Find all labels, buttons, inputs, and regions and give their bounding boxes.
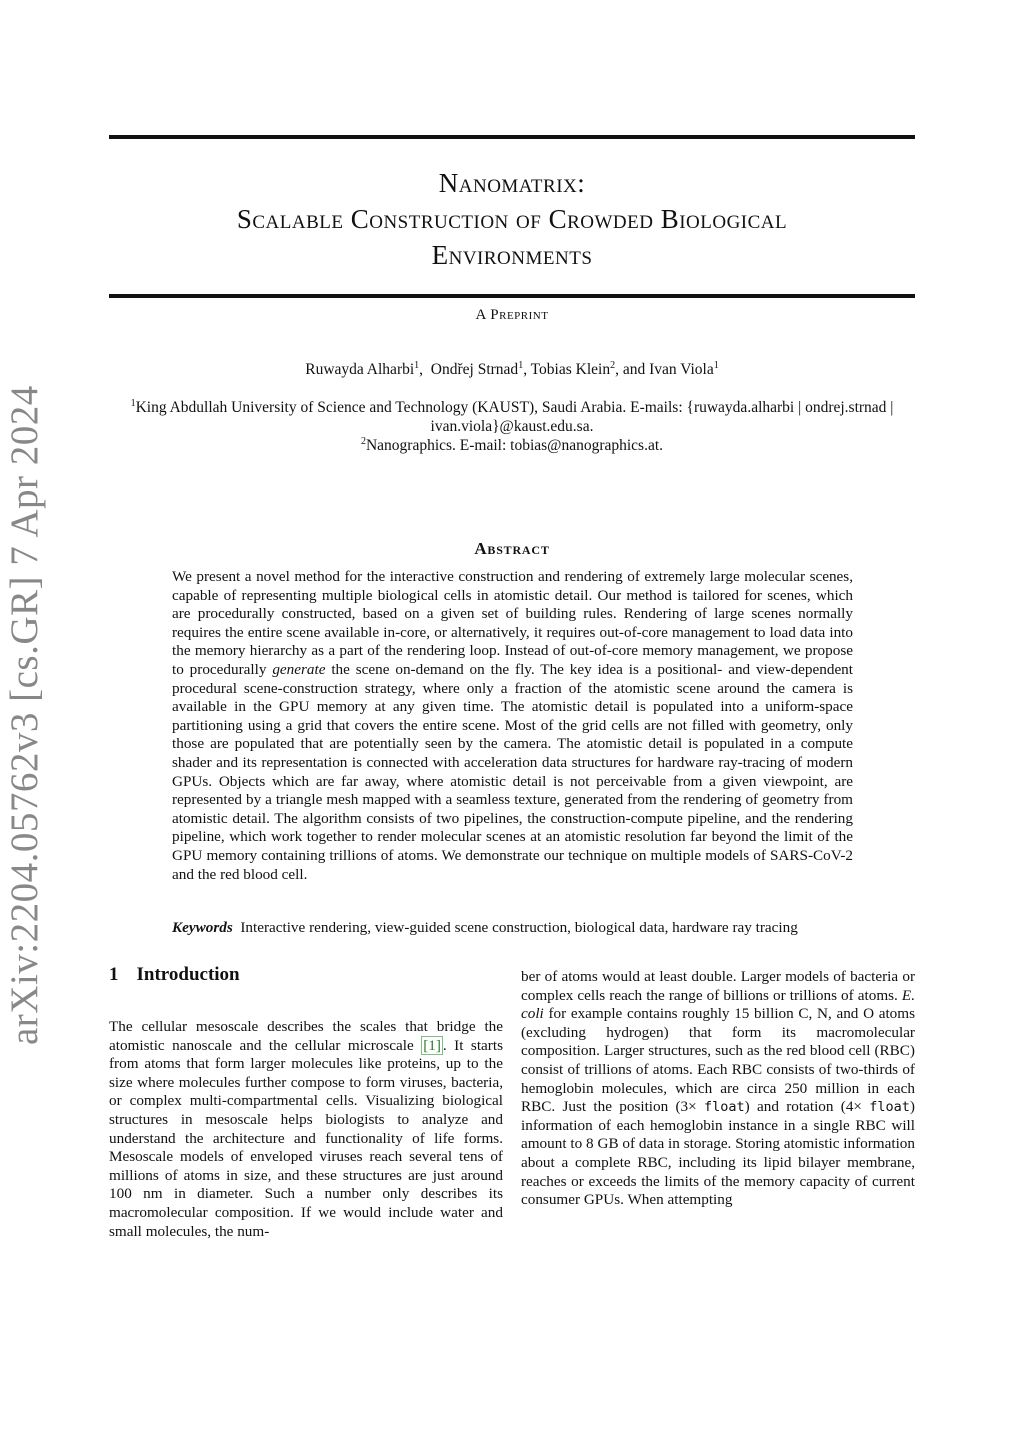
species-emphasis: E. coli xyxy=(521,986,915,1023)
author-2-affil: 1 xyxy=(518,359,524,371)
abstract-body: We present a novel method for the interactive construction and rendering of extremely large molecular scenes, capable of representing multiple biological cells in atomistic detail. Our method is tailored for scenes, which are procedurally constructed, based on a given set of building rules. Rendering of large scenes normally requires the entire scene available in-core, or alternatively, it requires out-of-core management to load data into the memory hierarchy as a part of the rendering loop. Instead of out-of-core memory management, we propose to procedurally generate the scene on-demand on the fly. The key idea is a positional- and view-dependent procedural scene-construction strategy, where only a fraction of the atomistic scene around the camera is available in the GPU memory at any given time. The atomistic detail is populated into a uniform-space partitioning using a grid that covers the entire scene. Most of the grid cells are not filled with geometry, only those are populated that are potentially seen by the camera. The atomistic detail is populated in a compute shader and its representation is connected with acceleration data structures for hardware ray-tracing of modern GPUs. Objects which are far away, where atomistic detail is not perceivable from a given viewpoint, are represented by a triangle mesh mapped with a seamless texture, generated from the rendering of geometry from atomistic detail. The algorithm consists of two pipelines, the construction-compute pipeline, and the rendering pipeline, which work together to render molecular scenes at an atomistic resolution far beyond the limit of the GPU memory containing trillions of atoms. We demonstrate our technique on multiple models of SARS-CoV-2 and the red blood cell. xyxy=(172,568,854,883)
title-rule xyxy=(109,294,915,298)
code-float-1: float xyxy=(704,1099,745,1116)
keywords xyxy=(172,919,853,938)
author-4: and Ivan Viola xyxy=(622,361,714,378)
intro-left-column: The cellular mesoscale describes the scales that bridge the atomistic nanoscale and the cellular microscale [1] . It starts from atoms that form larger molecules like proteins, up to the size where molecules further compose to form viruses, bacteria, or complex multi-compartmental cells. Visualizing biological structures in mesoscale helps biologists to analyze and understand the architecture and functionality of life forms. Mesoscale models of enveloped viruses reach several tens of millions of atoms in size, and these structures are just around 100 nm in diameter. Such a number only describes its macromolecular composition. If we would include water and small molecules, the num- xyxy=(109,1018,503,1240)
author-2: Ondřej Strnad xyxy=(430,361,519,378)
affiliation-2: $^2$Nanographics. E-mail: tobias@nanographics.at. xyxy=(360,435,664,454)
author-1: Ruwayda Alharbi xyxy=(305,361,415,378)
title-line-3: Environments xyxy=(431,240,593,270)
title-line-2: Scalable Construction of Crowded Biological xyxy=(236,204,788,234)
section-number: 1 xyxy=(109,964,119,985)
affiliations xyxy=(109,398,915,455)
keywords-label: Keywords xyxy=(172,919,233,936)
author-1-affil: 1 xyxy=(414,359,420,371)
author-3-affil: 2 xyxy=(610,359,616,371)
intro-right-column: ber of atoms would at least double. Larger models of bacteria or complex cells reach the range of billions or trillions of atoms. E. coli for example contains roughly 15 billion C, N, and O atoms (excluding hydrogen) that form its macromolecular composition. Larger structures, such as the red blood cell (RBC) consist of trillions of atoms. Each RBC consists of two-thirds of hemoglobin molecules, which are circa 250 million in each RBC. Just the position (3× float) and rotation (4× float) information of each hemoglobin instance in a single RBC will amount to 8 GB of data in storage. Storing atomistic information about a complete RBC, including its lipid bilayer membrane, reaches or exceeds the limits of the memory capacity of current consumer GPUs. When attempting xyxy=(521,968,915,1209)
top-rule xyxy=(109,135,915,139)
abstract-heading: Abstract xyxy=(474,539,550,558)
preprint-label: A Preprint xyxy=(475,307,549,323)
keywords-text: Interactive rendering, view-guided scene construction, biological data, hardware ray tracing xyxy=(240,919,798,936)
affiliation-1: $^1$King Abdullah University of Science and Technology (KAUST), Saudi Arabia. E-mails: {ruwayda.alharbi | ondrej.strnad | ivan.viola}@kaust.edu.sa. xyxy=(130,397,894,435)
paper-title xyxy=(109,165,915,273)
title-line-1: Nanomatrix: xyxy=(438,168,586,198)
author-4-affil: 1 xyxy=(713,359,719,371)
author-3: Tobias Klein xyxy=(530,361,611,378)
arxiv-stamp: arXiv:2204.05762v3 [cs.GR] 7 Apr 2024 xyxy=(3,385,46,1045)
code-float-2: float xyxy=(869,1099,910,1116)
section-title: Introduction xyxy=(136,964,240,985)
author-list: Ruwayda Alharbi$^1$, Ondřej Strnad$^1$, Tobias Klein$^2$, and Ivan Viola$^1$ xyxy=(305,359,719,378)
citation-link[interactable]: [1] xyxy=(423,1036,441,1054)
abstract-emphasis: generate xyxy=(272,660,326,678)
section-heading xyxy=(109,964,240,986)
